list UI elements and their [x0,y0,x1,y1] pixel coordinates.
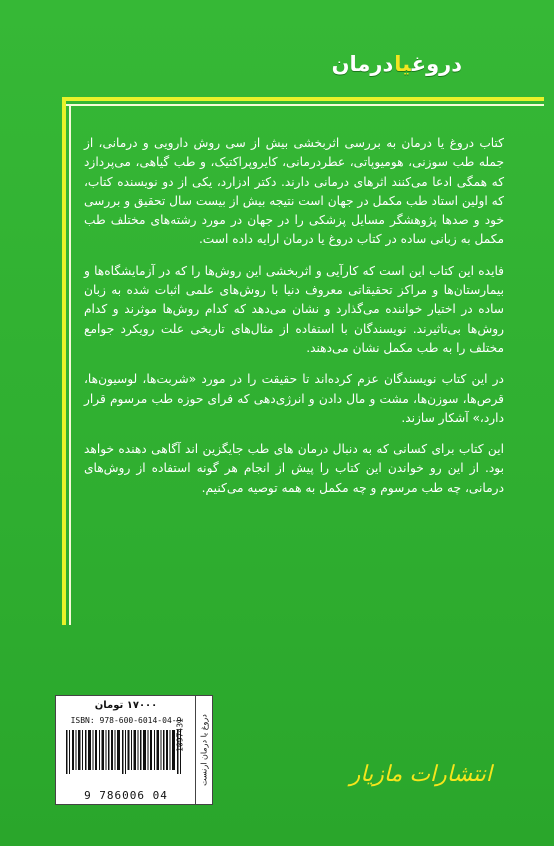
frame-left-line [62,97,66,625]
blurb-paragraph-3: در این کتاب نویسندگان عزم کرده‌اند تا حقیقت را در مورد «شربت‌ها، لوسیون‌ها، قرص‌ها، سوزن‌ها، مشت و مال دادن و انرژی‌دهی که فرای حوزه طب مرسوم قرار دارد،» آشکار سازند. [84,372,504,425]
barcode-icon [64,730,188,784]
blurb-text [84,134,504,510]
publisher-name: انتشارات مازیار [349,762,492,787]
frame-top-line [62,97,544,101]
barcode-number: 9 786006 04 [84,789,168,802]
blurb-paragraph-4: این کتاب برای کسانی که به دنبال درمان های طب جایگزین اند آگاهی دهنده خواهد بود. از این رو خواندن این کتاب را پیش از انجام هر گونه استفاده از روش‌های درمانی، چه طب مرسوم و چه مکمل به همه توصیه می‌کنیم. [84,442,504,495]
logo-word-2: یا [394,52,411,76]
logo-word-3: درمان [331,52,394,76]
side-code [174,710,186,760]
side-code-text: 1097431 [175,718,185,752]
price-label: ۱۷۰۰۰ تومان [94,700,158,711]
blurb-paragraph-1: کتاب دروغ یا درمان به بررسی اثربخشی بیش از سی روش دارویی و درمانی، از جمله طب سوزنی، هومیوپاتی، عطردرمانی، کایروپراکتیک، و طب گیاهی، می‌پردازد که همگی ادعا می‌کنند اثرهای درمانی دارند. دکتر ادزارد، یکی از دو نویسنده کتاب، که اولین استاد طب مکمل در جهان است نتیجه بیش از بیست سال تحقیق و بررسی خود و صدها پژوهشگر مسایل پزشکی را در جهان در مورد رشته‌های مختلف طب مکمل به زبانی ساده در کتاب دروغ یا درمان ارایه داده است. [84,136,504,247]
frame-top-inner-line [62,104,544,106]
side-label-text: دروغ یا درمان ارنست [199,714,209,786]
side-label-sticker [195,695,213,805]
book-logo [332,52,462,76]
isbn-label: ISBN: 978-600-6014-04-9 [70,716,182,725]
frame-left-inner-line [69,104,71,625]
blurb-paragraph-2: فایده این کتاب این است که کارآیی و اثربخشی این روش‌ها را که در آزمایشگاه‌ها و بیمارستان‌ها و مراکز تحقیقاتی معروف دنیا با روش‌های علمی اثبات شده به زبان ساده در اختیار خواننده می‌گذارد و نشان می‌دهد که کدام روش‌ها موثرند و کدام روش‌ها بی‌تاثیرند. نویسندگان با استفاده از مثال‌های تاریخی علت رویکرد جوامع مختلف را به طب مکمل نشان می‌دهند. [84,263,504,355]
logo-word-1: دروغ [411,52,462,76]
